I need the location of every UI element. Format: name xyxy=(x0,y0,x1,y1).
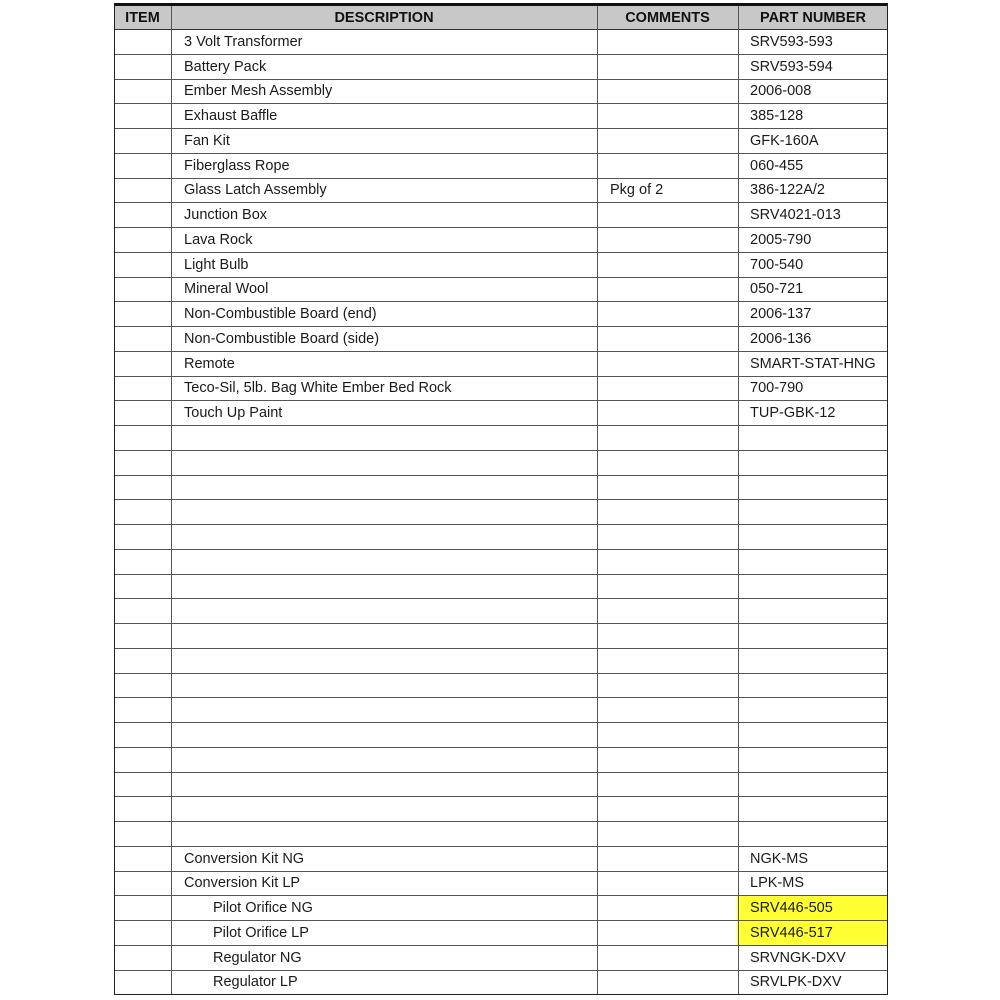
comments-cell xyxy=(597,476,738,500)
table-row xyxy=(114,896,888,921)
table-row xyxy=(114,525,888,550)
table-row xyxy=(114,946,888,971)
description-cell: Pilot Orifice NG xyxy=(213,900,313,917)
part-number-cell: SMART-STAT-HNG xyxy=(750,355,876,372)
comments-cell xyxy=(597,80,738,104)
comments-cell xyxy=(597,451,738,475)
part-number-cell: GFK-160A xyxy=(750,132,819,149)
header-description: DESCRIPTION xyxy=(334,9,434,26)
description-cell xyxy=(171,649,597,673)
description-cell: Glass Latch Assembly xyxy=(184,182,327,199)
table-row xyxy=(114,327,888,352)
comments-cell xyxy=(597,797,738,821)
part-number-cell xyxy=(738,748,888,772)
description-cell: Exhaust Baffle xyxy=(184,108,278,125)
description-cell xyxy=(171,797,597,821)
part-number-cell: 2006-008 xyxy=(750,83,812,100)
table-row xyxy=(114,80,888,105)
table-row xyxy=(114,624,888,649)
item-cell xyxy=(114,327,171,351)
table-row xyxy=(114,55,888,80)
comments-cell xyxy=(597,847,738,871)
description-cell: Ember Mesh Assembly xyxy=(184,83,333,100)
part-number-cell: SRV4021-013 xyxy=(750,207,841,224)
part-number-cell xyxy=(738,525,888,549)
comments-cell: Pkg of 2 xyxy=(610,182,664,199)
table-row xyxy=(114,847,888,872)
comments-cell xyxy=(597,822,738,846)
description-cell: Fiberglass Rope xyxy=(184,157,290,174)
part-number-cell: 2006-136 xyxy=(750,330,812,347)
description-cell xyxy=(171,773,597,797)
header-comments: COMMENTS xyxy=(625,9,710,26)
table-row xyxy=(114,649,888,674)
comments-cell xyxy=(597,971,738,995)
description-cell xyxy=(171,575,597,599)
item-cell xyxy=(114,476,171,500)
item-cell xyxy=(114,525,171,549)
item-cell xyxy=(114,773,171,797)
table-row xyxy=(114,302,888,327)
part-number-cell xyxy=(738,674,888,698)
description-cell: Regulator NG xyxy=(213,949,302,966)
part-number-cell: SRV446-505 xyxy=(737,896,888,920)
comments-cell xyxy=(597,352,738,376)
comments-cell xyxy=(597,154,738,178)
part-number-cell: 700-790 xyxy=(750,380,804,397)
part-number-cell xyxy=(738,451,888,475)
item-cell xyxy=(114,80,171,104)
header-part-number: PART NUMBER xyxy=(759,9,867,26)
table-row xyxy=(114,278,888,303)
table-row xyxy=(114,451,888,476)
item-cell xyxy=(114,377,171,401)
item-cell xyxy=(114,698,171,722)
column-divider xyxy=(738,6,739,995)
item-cell xyxy=(114,55,171,79)
comments-cell xyxy=(597,228,738,252)
table-row xyxy=(114,822,888,847)
part-number-cell xyxy=(738,599,888,623)
table-row xyxy=(114,352,888,377)
table-row xyxy=(114,550,888,575)
part-number-cell: 060-455 xyxy=(750,157,804,174)
item-cell xyxy=(114,946,171,970)
part-number-cell xyxy=(738,698,888,722)
description-cell: Teco-Sil, 5lb. Bag White Ember Bed Rock xyxy=(184,380,452,397)
comments-cell xyxy=(597,723,738,747)
table-row xyxy=(114,500,888,525)
part-number-cell: 2005-790 xyxy=(750,231,812,248)
description-cell xyxy=(171,476,597,500)
item-cell xyxy=(114,104,171,128)
description-cell: Fan Kit xyxy=(184,132,230,149)
table-row xyxy=(114,228,888,253)
part-number-cell: LPK-MS xyxy=(750,875,804,892)
item-cell xyxy=(114,352,171,376)
comments-cell xyxy=(597,575,738,599)
item-cell xyxy=(114,797,171,821)
comments-cell xyxy=(597,599,738,623)
table-row xyxy=(114,253,888,278)
part-number-cell: 385-128 xyxy=(750,108,804,125)
comments-cell xyxy=(597,674,738,698)
table-row xyxy=(114,401,888,426)
item-cell xyxy=(114,575,171,599)
part-number-cell xyxy=(738,500,888,524)
item-cell xyxy=(114,129,171,153)
table-row xyxy=(114,921,888,946)
item-cell xyxy=(114,278,171,302)
part-number-cell: SRV446-517 xyxy=(737,921,888,945)
part-number-cell: 700-540 xyxy=(750,256,804,273)
description-cell: Junction Box xyxy=(184,207,268,224)
item-cell xyxy=(114,451,171,475)
part-number-cell: TUP-GBK-12 xyxy=(750,405,836,422)
comments-cell xyxy=(597,377,738,401)
table-row xyxy=(114,971,888,996)
comments-cell xyxy=(597,748,738,772)
comments-cell xyxy=(597,773,738,797)
comments-cell xyxy=(597,921,738,945)
table-row xyxy=(114,30,888,55)
item-cell xyxy=(114,228,171,252)
table-row xyxy=(114,377,888,402)
part-number-cell xyxy=(738,773,888,797)
part-number-cell: SRV593-594 xyxy=(750,58,833,75)
description-cell: Light Bulb xyxy=(184,256,249,273)
part-number-cell xyxy=(738,723,888,747)
description-cell: Pilot Orifice LP xyxy=(213,924,309,941)
table-row xyxy=(114,575,888,600)
table-row xyxy=(114,104,888,129)
comments-cell xyxy=(597,946,738,970)
item-cell xyxy=(114,500,171,524)
item-cell xyxy=(114,179,171,203)
comments-cell xyxy=(597,401,738,425)
table-row xyxy=(114,476,888,501)
table-row xyxy=(114,797,888,822)
comments-cell xyxy=(597,129,738,153)
description-cell: 3 Volt Transformer xyxy=(184,33,303,50)
comments-cell xyxy=(597,550,738,574)
part-number-cell: 2006-137 xyxy=(750,306,812,323)
part-number-cell: 386-122A/2 xyxy=(750,182,825,199)
comments-cell xyxy=(597,203,738,227)
comments-cell xyxy=(597,426,738,450)
part-number-cell xyxy=(738,822,888,846)
part-number-cell xyxy=(738,476,888,500)
part-number-cell xyxy=(738,797,888,821)
item-cell xyxy=(114,426,171,450)
comments-cell xyxy=(597,698,738,722)
item-cell xyxy=(114,401,171,425)
table-row xyxy=(114,203,888,228)
header-item: ITEM xyxy=(125,9,160,26)
comments-cell xyxy=(597,896,738,920)
item-cell xyxy=(114,203,171,227)
item-cell xyxy=(114,748,171,772)
description-cell xyxy=(171,451,597,475)
table-row xyxy=(114,723,888,748)
description-cell: Non-Combustible Board (end) xyxy=(184,306,377,323)
description-cell: Non-Combustible Board (side) xyxy=(184,330,380,347)
description-cell xyxy=(171,500,597,524)
table-body xyxy=(114,30,888,995)
part-number-cell: SRVNGK-DXV xyxy=(750,949,846,966)
column-divider xyxy=(597,6,598,995)
description-cell xyxy=(171,748,597,772)
table-row xyxy=(114,698,888,723)
part-number-cell: SRVLPK-DXV xyxy=(750,974,842,991)
description-cell xyxy=(171,698,597,722)
table-header xyxy=(114,6,888,30)
comments-cell xyxy=(597,649,738,673)
table-row xyxy=(114,872,888,897)
comments-cell xyxy=(597,278,738,302)
description-cell: Touch Up Paint xyxy=(184,405,283,422)
item-cell xyxy=(114,302,171,326)
table-row xyxy=(114,773,888,798)
item-cell xyxy=(114,253,171,277)
part-number-cell: 050-721 xyxy=(750,281,804,298)
item-cell xyxy=(114,599,171,623)
comments-cell xyxy=(597,104,738,128)
parts-list-sheet xyxy=(114,0,888,995)
part-number-cell xyxy=(738,624,888,648)
item-cell xyxy=(114,154,171,178)
comments-cell xyxy=(597,872,738,896)
description-cell xyxy=(171,525,597,549)
description-cell: Mineral Wool xyxy=(184,281,269,298)
description-cell xyxy=(171,426,597,450)
item-cell xyxy=(114,872,171,896)
part-number-cell xyxy=(738,426,888,450)
item-cell xyxy=(114,723,171,747)
comments-cell xyxy=(597,30,738,54)
description-cell: Lava Rock xyxy=(184,231,253,248)
comments-cell xyxy=(597,525,738,549)
table-row xyxy=(114,426,888,451)
column-divider xyxy=(171,6,172,995)
item-cell xyxy=(114,971,171,995)
table-row xyxy=(114,674,888,699)
description-cell: Conversion Kit LP xyxy=(184,875,301,892)
item-cell xyxy=(114,896,171,920)
description-cell: Battery Pack xyxy=(184,58,267,75)
description-cell xyxy=(171,723,597,747)
description-cell xyxy=(171,599,597,623)
part-number-cell xyxy=(738,649,888,673)
item-cell xyxy=(114,921,171,945)
table-row xyxy=(114,129,888,154)
description-cell xyxy=(171,822,597,846)
description-cell: Regulator LP xyxy=(213,974,298,991)
table-row xyxy=(114,154,888,179)
part-number-cell: NGK-MS xyxy=(750,850,808,867)
item-cell xyxy=(114,550,171,574)
item-cell xyxy=(114,649,171,673)
comments-cell xyxy=(597,500,738,524)
item-cell xyxy=(114,847,171,871)
comments-cell xyxy=(597,55,738,79)
table-row xyxy=(114,599,888,624)
description-cell: Remote xyxy=(184,355,235,372)
table-row xyxy=(114,179,888,204)
comments-cell xyxy=(597,624,738,648)
part-number-cell xyxy=(738,575,888,599)
item-cell xyxy=(114,822,171,846)
part-number-cell xyxy=(738,550,888,574)
item-cell xyxy=(114,674,171,698)
description-cell xyxy=(171,624,597,648)
description-cell xyxy=(171,674,597,698)
description-cell: Conversion Kit NG xyxy=(184,850,305,867)
part-number-cell: SRV593-593 xyxy=(750,33,833,50)
description-cell xyxy=(171,550,597,574)
comments-cell xyxy=(597,302,738,326)
table-row xyxy=(114,748,888,773)
comments-cell xyxy=(597,327,738,351)
item-cell xyxy=(114,624,171,648)
comments-cell xyxy=(597,253,738,277)
item-cell xyxy=(114,30,171,54)
